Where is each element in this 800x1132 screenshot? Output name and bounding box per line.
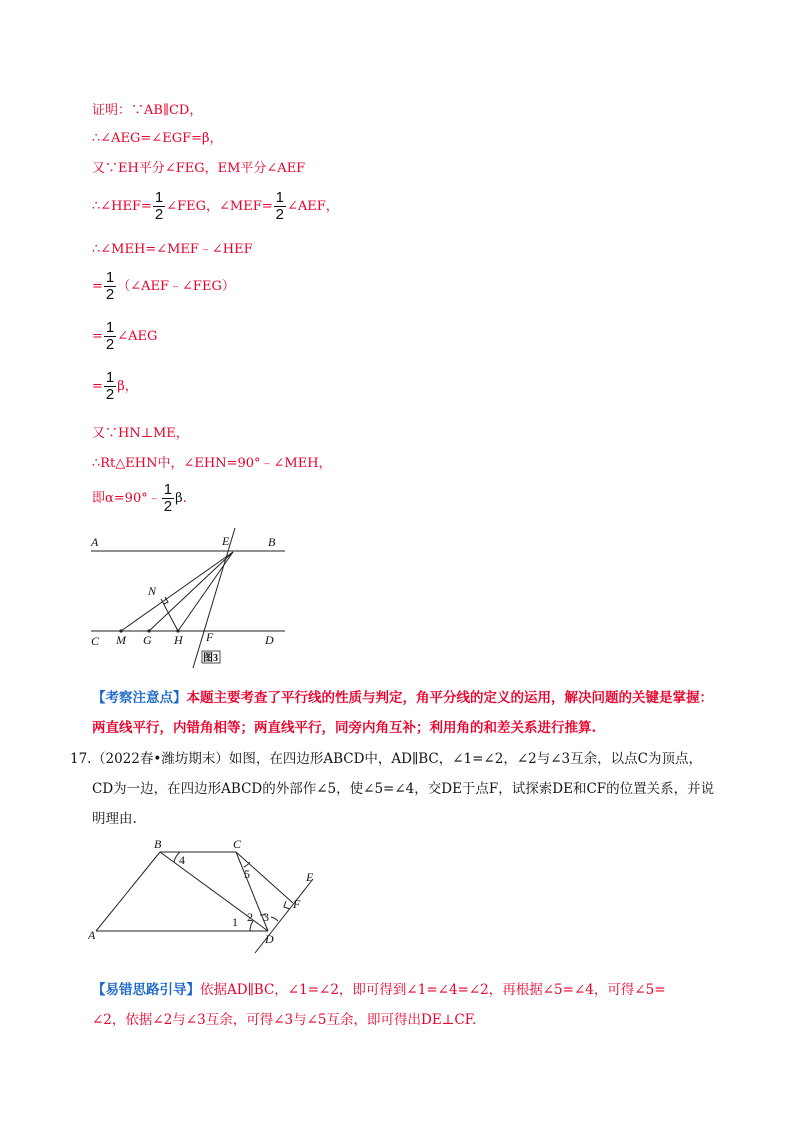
text: ∠FEG，∠MEF= [166,199,273,214]
proof-line-6 [92,270,235,303]
segment-eh [178,552,233,631]
label-f: F [293,897,301,911]
label-b: B [154,837,162,851]
text: ∠AEF， [287,199,339,214]
question-17-line-3: 明理由. [92,811,137,827]
equals: = [92,329,103,344]
segment-eg [149,552,233,631]
label-c: C [233,837,242,851]
hint-text-1: 依据AD∥BC，∠1=∠2，即可得到∠1=∠4=∠2，再根据∠5=∠4，可得∠5= [200,982,666,998]
fraction-half: $\frac{1}{2}$ [163,481,173,515]
label-e: E [222,534,230,548]
label-d: D [265,932,274,946]
label-d: D [265,633,274,647]
equals: = [92,279,103,294]
figure-parallel-lines [85,528,300,673]
hint-tag: 【易错思路引导】 [92,982,200,998]
label-f: F [206,630,214,644]
note-text-2: 两直线平行，内错角相等；两直线平行，同旁内角互补；利用角的和差关系进行推算. [92,720,597,736]
text: ∠AEG [117,329,158,344]
proof-line-2: ∴∠AEG=∠EGF=β， [92,131,223,146]
figure-quadrilateral [88,835,328,960]
proof-line-11 [92,482,187,515]
text: （∠AEF﹣∠FEG） [117,279,235,294]
label-h: H [174,633,183,647]
figure-caption: 图3 [203,653,218,664]
question-17-line-1: （2022春•潍坊期末）如图，在四边形ABCD中，AD∥BC，∠1=∠2，∠2与∠3互余，以点C为顶点， [92,751,702,767]
label-g: G [143,633,152,647]
label-c: C [91,634,100,648]
label-angle-5: 5 [244,867,250,881]
label-a: A [88,928,96,942]
label-angle-2: 2 [247,910,253,924]
question-17-number: 17. [70,751,92,767]
fraction-half: $\frac{1}{2}$ [105,269,115,303]
text: β [175,491,183,506]
side-ab [96,852,160,931]
label-angle-3: 3 [263,910,269,924]
label-angle-1: 1 [232,915,238,929]
fraction-half: $\frac{1}{2}$ [275,189,284,223]
fraction-half: $\frac{1}{2}$ [154,189,164,223]
proof-line-8 [92,370,138,403]
question-17-line-2: CD为一边，在四边形ABCD的外部作∠5，使∠5=∠4，交DE于点F，试探索DE和CF的位置关系，并说 [92,781,715,797]
text: . [182,491,187,506]
proof-line-9: 又∵HN⊥ME， [92,426,189,441]
question-17-body [92,744,742,834]
angle-mark-3 [271,917,278,921]
text: 即α=90°﹣ [92,491,161,506]
proof-line-10: ∴Rt△EHN中，∠EHN=90°﹣∠MEH， [92,456,332,471]
proof-line-4 [92,190,339,223]
label-b: B [268,535,276,549]
equals: = [92,379,103,394]
fraction-half: $\frac{1}{2}$ [105,369,115,403]
right-angle-mark [284,901,290,909]
fraction-half: $\frac{1}{2}$ [105,319,115,353]
hint-block [92,975,742,1035]
proof-line-5: ∴∠MEH=∠MEF﹣∠HEF [92,242,253,257]
hint-text-2: ∠2，依据∠2与∠3互余，可得∠3与∠5互余，即可得出DE⊥CF. [92,1012,477,1028]
text: β， [117,379,138,394]
segment-nh [161,599,178,631]
text: ∴∠HEF= [92,199,152,214]
label-a: A [91,535,99,549]
note-block [92,683,732,743]
line-ef [193,528,235,668]
note-text-1: 本题主要考查了平行线的性质与判定，角平分线的定义的运用，解决问题的关键是掌握： [186,690,713,706]
label-n: N [148,584,157,598]
label-e: E [306,870,314,884]
proof-line-7 [92,320,157,353]
note-tag: 【考察注意点】 [92,690,187,706]
label-angle-4: 4 [179,853,185,867]
label-m: M [116,633,126,647]
proof-line-1: 证明：∵AB∥CD， [92,103,203,118]
proof-line-3: 又∵EH平分∠FEG，EM平分∠AEF [92,161,306,176]
